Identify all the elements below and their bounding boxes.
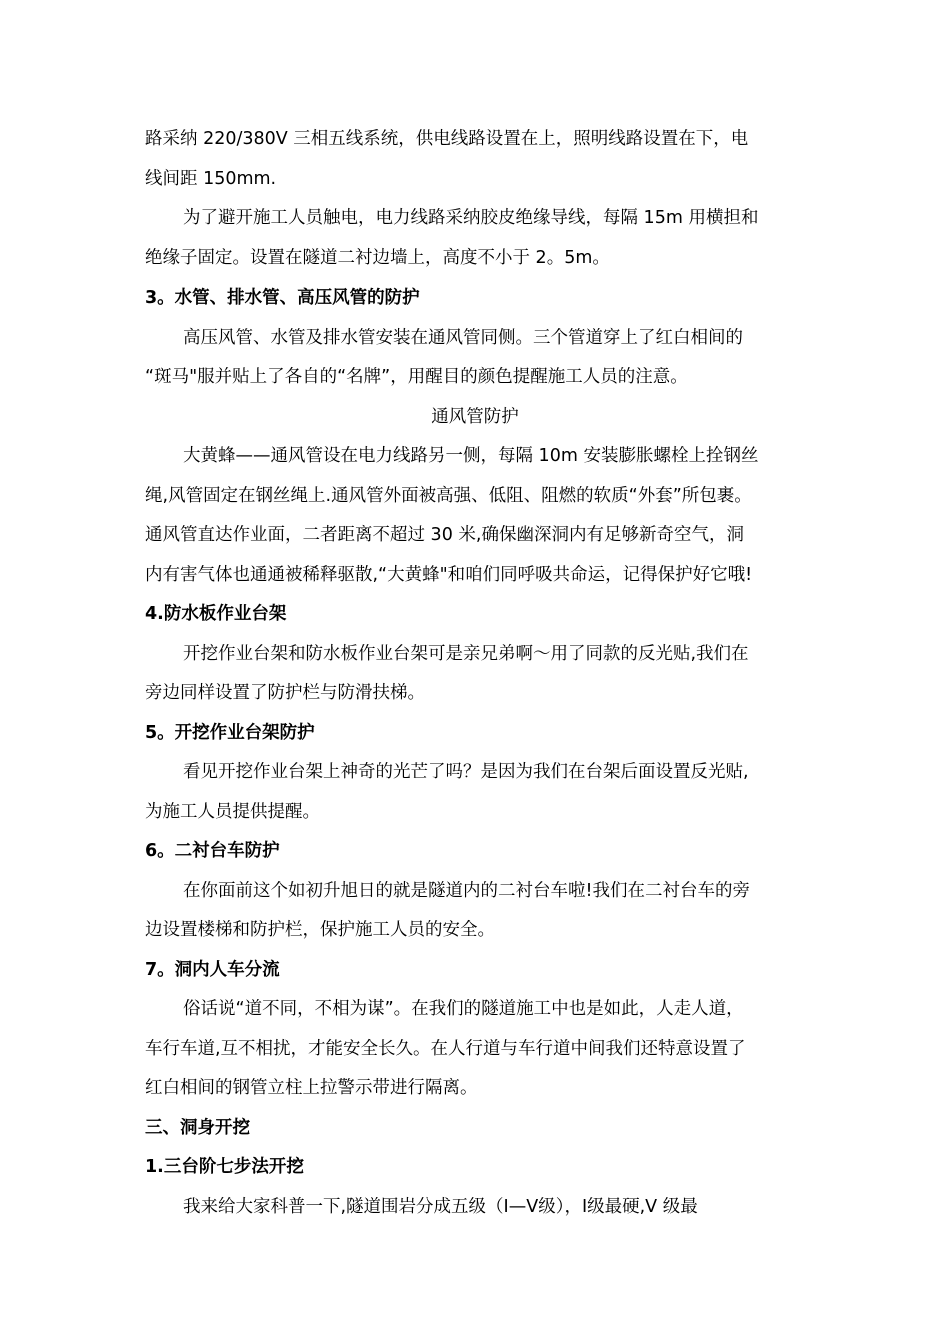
- paragraph-line: 路采纳 220/380V 三相五线系统，供电线路设置在上，照明线路设置在下，电: [145, 129, 749, 149]
- section-heading: 5。开挖作业台架防护: [145, 723, 315, 743]
- paragraph-line: 高压风管、水管及排水管安装在通风管同侧。三个管道穿上了红白相间的: [183, 328, 743, 348]
- paragraph-line: 在你面前这个如初升旭日的就是隧道内的二衬台车啦!我们在二衬台车的旁: [183, 881, 751, 901]
- figure-caption: 通风管防护: [431, 407, 519, 427]
- paragraph-line: 绝缘子固定。设置在隧道二衬边墙上，高度不小于 2。5m。: [145, 248, 610, 268]
- paragraph-line: 边设置楼梯和防护栏，保护施工人员的安全。: [145, 920, 495, 940]
- paragraph-line: 为了避开施工人员触电，电力线路采纳胶皮绝缘导线，每隔 15m 用横担和: [183, 208, 759, 228]
- paragraph-line: 车行车道,互不相扰，才能安全长久。在人行道与车行道中间我们还特意设置了: [145, 1039, 746, 1059]
- paragraph-line: 绳,风管固定在钢丝绳上.通风管外面被高强、低阻、阻燃的软质“外套”所包裹。: [145, 486, 752, 506]
- section-heading: 4.防水板作业台架: [145, 604, 287, 624]
- paragraph-line: 旁边同样设置了防护栏与防滑扶梯。: [145, 683, 425, 703]
- paragraph-line: 为施工人员提供提醒。: [145, 802, 320, 822]
- paragraph-line: 大黄蜂——通风管设在电力线路另一侧，每隔 10m 安装膨胀螺栓上拴钢丝: [183, 446, 759, 466]
- paragraph-line: 线间距 150mm.: [145, 169, 277, 189]
- paragraph-line: “斑马"服并贴上了各自的“名牌”，用醒目的颜色提醒施工人员的注意。: [145, 367, 688, 387]
- section-heading: 3。水管、排水管、高压风管的防护: [145, 288, 420, 308]
- paragraph-line: 通风管直达作业面，二者距离不超过 30 米,确保幽深洞内有足够新奇空气，洞: [145, 525, 744, 545]
- paragraph-line: 开挖作业台架和防水板作业台架可是亲兄弟啊～用了同款的反光贴,我们在: [183, 644, 749, 664]
- section-heading: 1.三台阶七步法开挖: [145, 1157, 304, 1177]
- section-heading: 7。洞内人车分流: [145, 960, 280, 980]
- section-heading: 三、洞身开挖: [145, 1118, 250, 1138]
- paragraph-line: 红白相间的钢管立柱上拉警示带进行隔离。: [145, 1078, 478, 1098]
- paragraph-line: 内有害气体也通通被稀释驱散,“大黄蜂"和咱们同呼吸共命运，记得保护好它哦!: [145, 565, 753, 585]
- paragraph-line: 俗话说“道不同，不相为谋”。在我们的隧道施工中也是如此，人走人道，: [183, 999, 744, 1019]
- paragraph-line: 看见开挖作业台架上神奇的光芒了吗？是因为我们在台架后面设置反光贴,: [183, 762, 749, 782]
- paragraph-line: 我来给大家科普一下,隧道围岩分成五级（Ⅰ—Ⅴ级），Ⅰ级最硬,Ⅴ 级最: [183, 1197, 698, 1217]
- section-heading: 6。二衬台车防护: [145, 841, 280, 861]
